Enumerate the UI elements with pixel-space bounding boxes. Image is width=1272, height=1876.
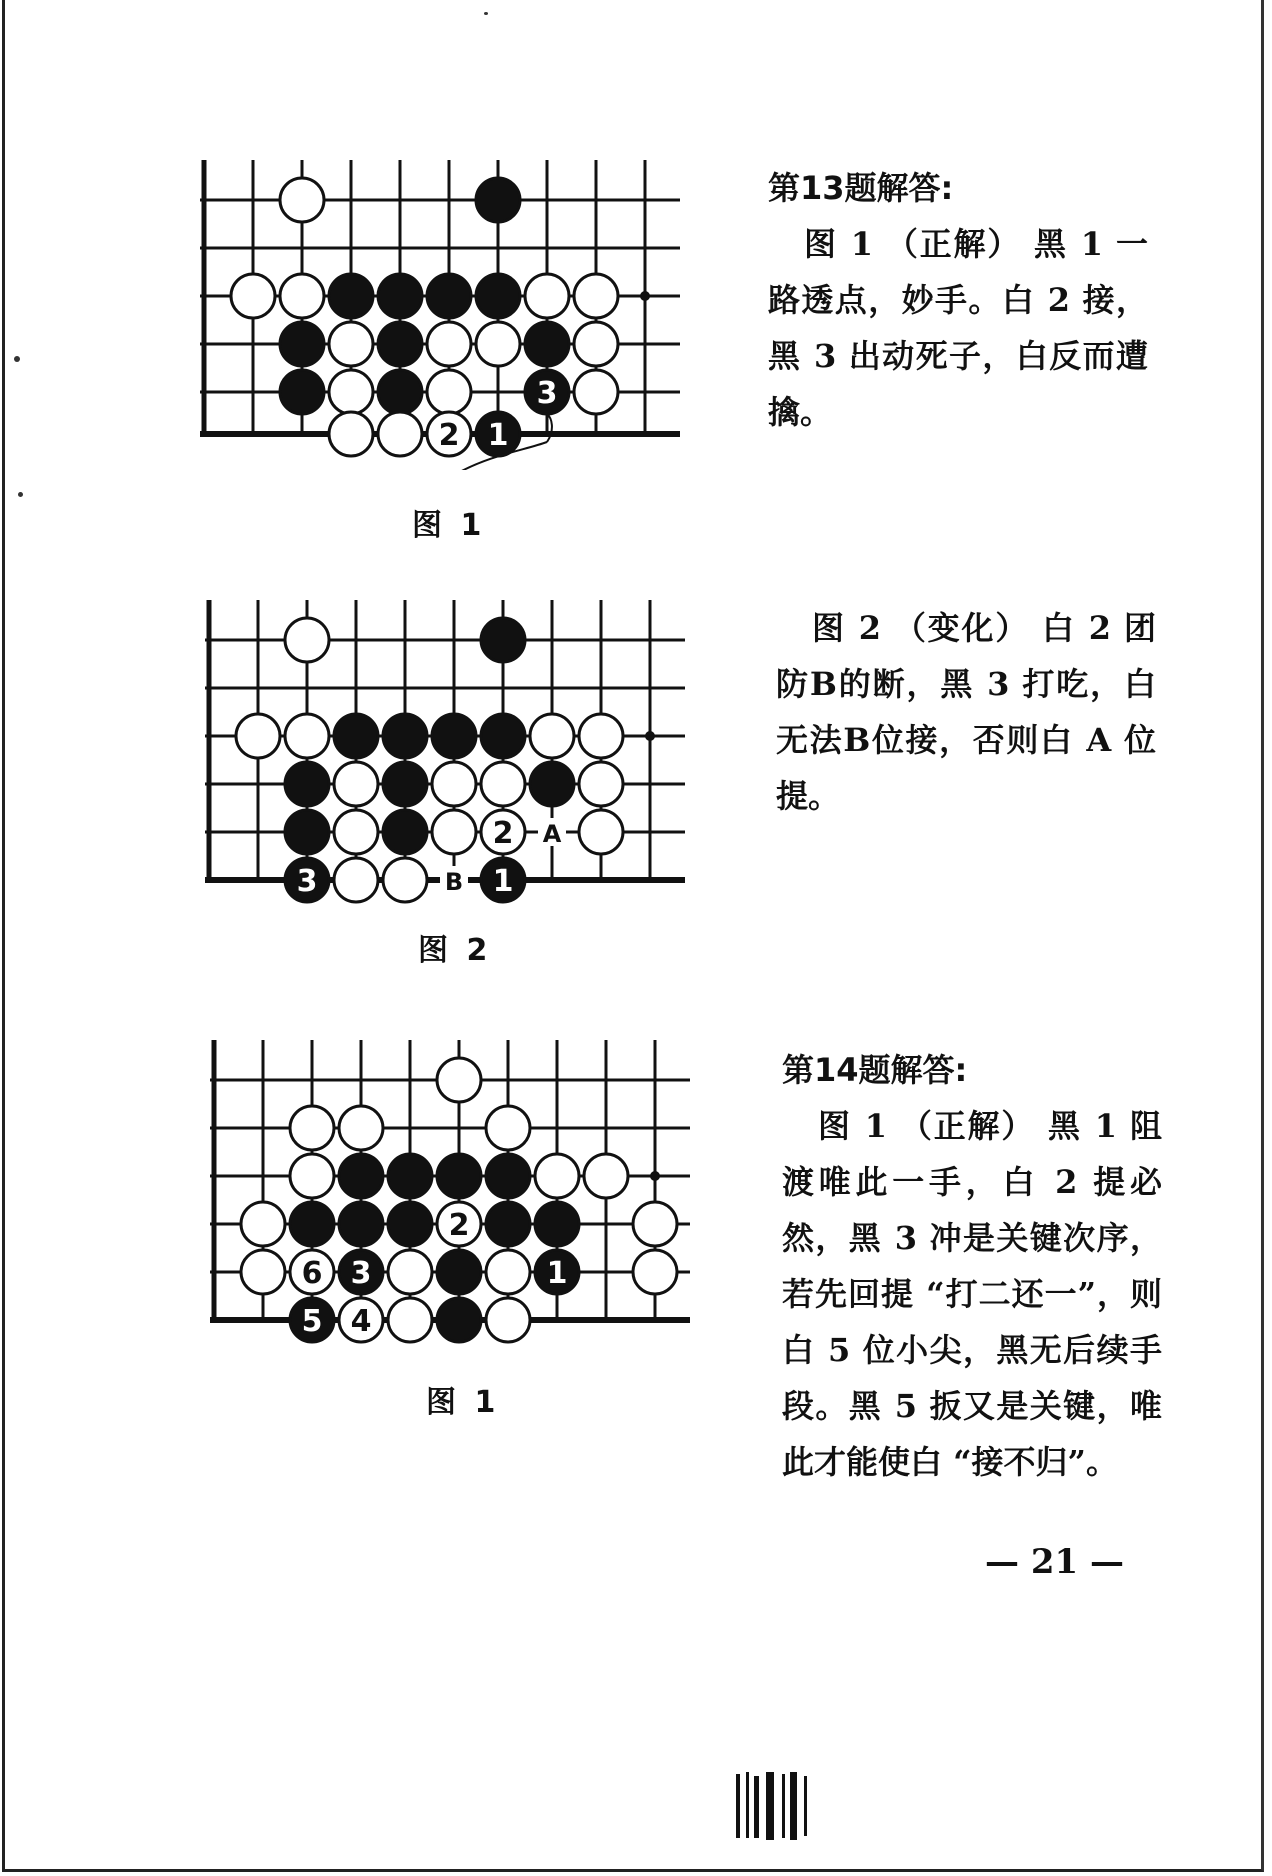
svg-text:4: 4 — [350, 1304, 372, 1339]
figure-caption: 图 1 — [412, 508, 486, 543]
scan-speck — [18, 492, 23, 497]
figure-caption: 图 2 — [418, 933, 492, 968]
stone-white-2 — [437, 1202, 481, 1246]
stone-black-3 — [525, 370, 569, 414]
stone-black-1 — [481, 858, 525, 902]
figure-caption: 图 1 — [426, 1385, 500, 1420]
svg-text:1: 1 — [546, 1256, 568, 1291]
svg-text:1: 1 — [487, 418, 509, 453]
svg-text:6: 6 — [301, 1256, 323, 1291]
svg-text:1: 1 — [492, 864, 514, 899]
stone-black-5 — [290, 1298, 334, 1342]
stone-white-2 — [427, 412, 471, 456]
point-label-A: A — [542, 820, 562, 848]
svg-text:2: 2 — [448, 1208, 470, 1243]
variation-paragraph: 图 2 （变化） 白 2 团防B的断，黑 3 打吃，白无法B位接，否则白 A 位提。 — [776, 609, 1156, 815]
solution-paragraph: 图 1 （正解） 黑 1 一路透点，妙手。白 2 接，黑 3 出动死子，白反而遭擒。 — [768, 225, 1148, 431]
solution-paragraph: 图 1 （正解） 黑 1 阻渡唯此一手，白 2 提必然，黑 3 冲是关键次序，若先回提 “打二还一”，则白 5 位小尖，黑无后续手段。黑 5 扳又是关键，唯此才能使白 “接不归”。 — [782, 1107, 1162, 1481]
go-board-problem14-figure1 — [200, 1030, 700, 1350]
stone-black-1 — [476, 412, 520, 456]
solution-text-13 — [768, 160, 1148, 440]
solution-heading: 第14题解答: — [782, 1051, 968, 1089]
go-board-problem13-figure2 — [195, 590, 695, 910]
stone-white-6 — [290, 1250, 334, 1294]
point-label-B: B — [444, 868, 464, 896]
page-number: — 21 — — [985, 1542, 1124, 1582]
svg-text:3: 3 — [536, 376, 558, 411]
barcode-mark — [734, 1770, 818, 1842]
stone-black-3 — [339, 1250, 383, 1294]
svg-text:5: 5 — [301, 1304, 323, 1339]
svg-text:2: 2 — [438, 418, 460, 453]
solution-text-14 — [782, 1042, 1162, 1490]
svg-text:2: 2 — [492, 816, 514, 851]
scan-speck — [14, 356, 20, 362]
variation-text-13 — [776, 600, 1156, 824]
go-board-problem13-figure1 — [190, 150, 690, 470]
stone-black-1 — [535, 1250, 579, 1294]
stone-white-4 — [339, 1298, 383, 1342]
scan-speck — [484, 12, 488, 15]
svg-text:3: 3 — [296, 864, 318, 899]
solution-heading: 第13题解答: — [768, 169, 954, 207]
svg-text:3: 3 — [350, 1256, 372, 1291]
stone-black-3 — [285, 858, 329, 902]
stone-white-2 — [481, 810, 525, 854]
